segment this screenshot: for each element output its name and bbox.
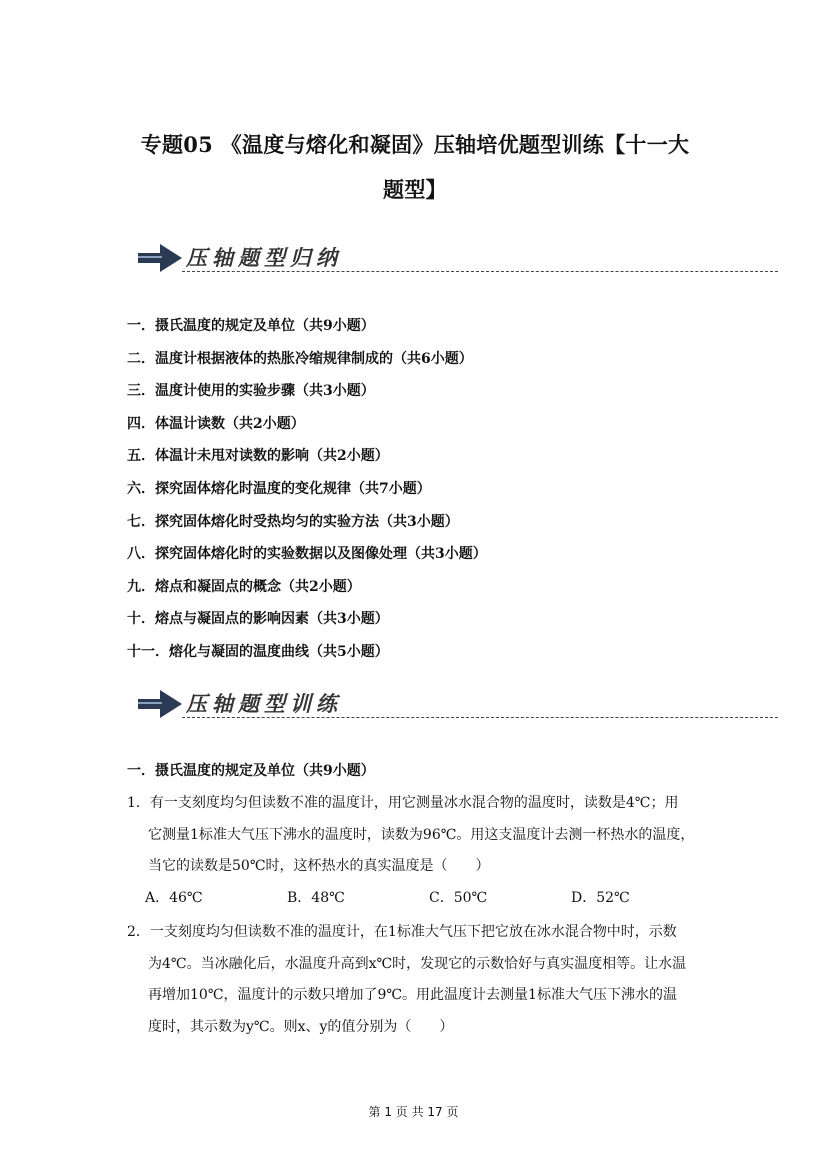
question-2-line: 再增加10℃，温度计的示数只增加了9℃。用此温度计去测量1标准大气压下沸水的温 [148,987,677,1003]
toc-item[interactable]: 四．体温计读数（共2小题） [127,415,305,432]
title-line-2: 题型】 [383,177,447,202]
training-banner-label: 压轴题型训练 [186,692,342,716]
page-footer: 第 1 页 共 17 页 [368,1105,459,1119]
question-1-line: 1．有一支刻度均匀但读数不准的温度计，用它测量冰水混合物的温度时，读数是4℃；用 [127,795,679,811]
question-1-line: 当它的读数是50℃时，这杯热水的真实温度是（ ） [148,858,490,874]
toc-item[interactable]: 九．熔点和凝固点的概念（共2小题） [127,578,361,595]
option-b[interactable]: B．48℃ [287,889,345,906]
question-1 [127,788,717,914]
arrow-right-icon [138,244,182,272]
training-banner [138,686,778,726]
question-2-line: 2．一支刻度均匀但读数不准的温度计，在1标准大气压下把它放在冰水混合物中时，示数 [127,924,677,940]
training-banner-rule [182,717,778,718]
arrow-right-icon [138,690,182,718]
question-2-line: 度时，其示数为y℃。则x、y的值分别为（ ） [148,1018,454,1035]
section-heading: 一．摄氏温度的规定及单位（共9小题） [127,763,375,779]
document-title [120,122,710,212]
toc-item[interactable]: 八．探究固体熔化时的实验数据以及图像处理（共3小题） [127,546,487,563]
option-d[interactable]: D．52℃ [571,889,630,906]
question-2-line: 为4℃。当冰融化后，水温度升高到x℃时，发现它的示数恰好与真实温度相等。让水温 [148,955,687,972]
option-a[interactable]: A．46℃ [145,889,203,906]
toc-item[interactable]: 十．熔点与凝固点的影响因素（共3小题） [127,611,389,628]
toc-item[interactable]: 二．温度计根据液体的热胀冷缩规律制成的（共6小题） [127,350,473,367]
title-line-1: 专题05 《温度与熔化和凝固》压轴培优题型训练【十一大 [140,132,690,157]
summary-banner-rule [182,271,778,272]
question-1-line: 它测量1标准大气压下沸水的温度时，读数为96℃。用这支温度计去测一杯热水的温度， [148,826,695,843]
summary-banner-label: 压轴题型归纳 [186,246,342,270]
summary-banner [138,240,778,280]
toc-item[interactable]: 五．体温计未甩对读数的影响（共2小题） [127,448,389,465]
toc-item[interactable]: 一．摄氏温度的规定及单位（共9小题） [127,318,375,334]
toc-item[interactable]: 六．探究固体熔化时温度的变化规律（共7小题） [127,480,431,497]
toc-item[interactable]: 七．探究固体熔化时受热均匀的实验方法（共3小题） [127,513,459,530]
toc-item[interactable]: 三．温度计使用的实验步骤（共3小题） [127,383,375,400]
toc-item[interactable]: 十一．熔化与凝固的温度曲线（共5小题） [127,643,389,660]
question-2 [127,917,717,1043]
question-1-options [127,883,717,915]
option-c[interactable]: C．50℃ [429,889,488,906]
table-of-contents [127,312,487,671]
